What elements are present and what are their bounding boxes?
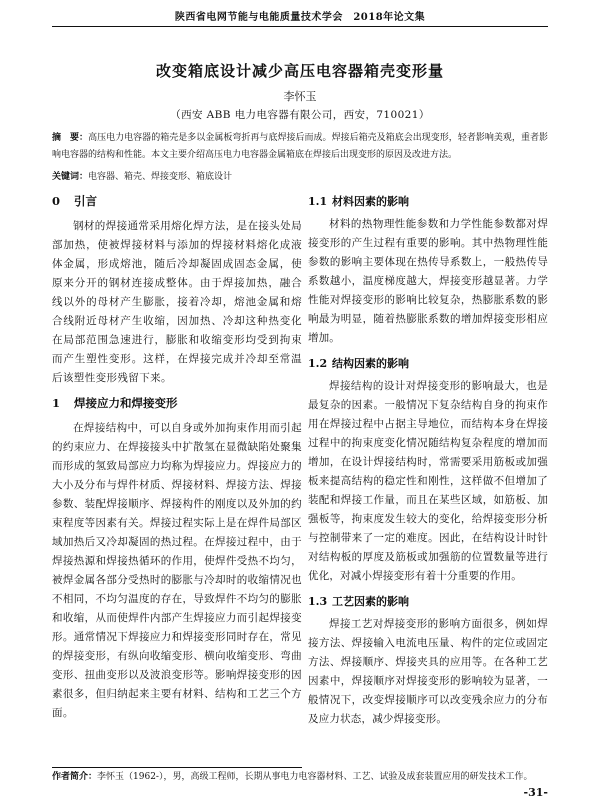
abstract — [52, 130, 548, 164]
subsection-number: 1.2 — [308, 357, 328, 370]
author-name: 李怀玉 — [283, 90, 317, 103]
header-rule — [52, 26, 548, 27]
keywords — [52, 170, 548, 184]
subsection-number: 1.1 — [308, 195, 328, 208]
footnote-text: 李怀玉（1962-），男，高级工程师，长期从事电力电容器材料、工艺、试验及成套装置应用的研发技术工作。 — [97, 772, 533, 782]
subsection-heading-1-1 — [308, 192, 548, 211]
subsection-title: 工艺因素的影响 — [332, 595, 409, 608]
keywords-label: 关键词： — [52, 172, 89, 182]
author-footnote — [52, 771, 548, 783]
left-column — [52, 192, 302, 729]
section-number: 1 — [52, 396, 61, 410]
keywords-text: 电容器、箱壳、焊接变形、箱底设计 — [88, 172, 233, 182]
subsection-paragraph-1-1: 材料的热物理性能参数和力学性能参数都对焊接变形的产生过程有重要的影响。其中热物理性能参数的影响主要体现在热传导系数上，一般热传导系数越小，温度梯度越大，焊接变形越显著。力学性能对焊接变形的影响比较复杂，热膨胀系数的影响最为明显，随着热膨胀系数的增加焊接变形相应增加。 — [308, 218, 548, 344]
section-number: 0 — [52, 194, 61, 208]
footnote-rule — [52, 767, 302, 768]
subsection-title: 材料因素的影响 — [332, 195, 409, 208]
running-header: 陕西省电网节能与电能质量技术学会 2018年论文集 — [174, 12, 426, 23]
subsection-heading-1-3 — [308, 592, 548, 611]
section-title: 引言 — [74, 194, 97, 208]
page-number: -31- — [523, 786, 548, 799]
section-heading-0 — [52, 192, 302, 211]
author-affiliation: （西安 ABB 电力电容器有限公司，西安，710021） — [170, 109, 430, 121]
section-heading-1 — [52, 394, 302, 413]
subsection-paragraph-1-3: 焊接工艺对焊接变形的影响方面很多，例如焊接方法、焊接输入电流电压量、构件的定位或固定方法、焊接顺序、焊接夹具的应用等。在各种工艺因素中，焊接顺序对焊接变形的影响较为显著，一般情况下，改变焊接顺序可以改变残余应力的分布及应力状态，减少焊接变形。 — [308, 618, 548, 725]
subsection-paragraph-1-2: 焊接结构的设计对焊接变形的影响最大，也是最复杂的因素。一般情况下复杂结构自身的拘束作用在焊接过程中占据主导地位，而结构本身在焊接过程中的拘束度变化情况随结构复杂程度的增加而增加，在设计焊接结构时，常需要采用筋板或加强板来提高结构的稳定性和刚性，这样做不但增加了装配和焊接工作量，而且在某些区域，如筋板、加强板等，拘束度发生较大的变化，给焊接变形分析与控制带来了一定的难度。因此，在结构设计时针对结构板的厚度及筋板或加强筋的位置数量等进行优化，对减小焊接变形有着十分重要的作用。 — [308, 380, 548, 582]
right-column — [308, 192, 548, 735]
paper-title: 改变箱底设计减少高压电容器箱壳变形量 — [155, 62, 444, 80]
abstract-text: 高压电力电容器的箱壳是多以金属板弯折再与底焊接后而成。焊接后箱壳及箱底会出现变形，轻者影响美观，重者影响电容器的结构和性能。本文主要介绍高压电力电容器金属箱底在焊接后出现变形的原因及改进方法。 — [52, 133, 548, 160]
subsection-title: 结构因素的影响 — [332, 357, 409, 370]
subsection-heading-1-2 — [308, 354, 548, 373]
footnote-label: 作者简介： — [52, 772, 98, 782]
subsection-number: 1.3 — [308, 595, 328, 608]
section-title: 焊接应力和焊接变形 — [74, 396, 178, 410]
section-paragraph-1: 在焊接结构中，可以自身或外加拘束作用而引起的约束应力、在焊接接头中扩散氢在显微缺陷处聚集而形成的氢致局部应力均称为焊接应力。焊接应力的大小及分布与焊件材质、焊接材料、焊接方法、焊接参数、装配焊接顺序、焊接构件的刚度以及外加的约束程度等因素有关。焊接过程实际上是在焊件局部区域加热后又冷却凝固的热过程。在焊接过程中，由于焊接热源和焊接热循环的作用，使焊件受热不均匀，被焊金属各部分受热时的膨胀与冷却时的收缩情况也不相同，不均匀温度的存在，导致焊件不均匀的膨胀和收缩，从而使焊件内部产生焊接应力而引起焊接变形。通常情况下焊接应力和焊接变形同时存在，常见的焊接变形，有纵向收缩变形、横向收缩变形、弯曲变形、扭曲变形以及波浪变形等。影响焊接变形的因素很多，但归纳起来主要有材料、结构和工艺三个方面。 — [52, 422, 302, 719]
abstract-label: 摘 要： — [52, 133, 89, 143]
section-paragraph-0: 钢材的焊接通常采用熔化焊方法，是在接头处局部加热，使被焊接材料与添加的焊接材料熔化成液体金属，形成熔池，随后冷却凝固成固态金属，使原来分开的钢材连接成整体。由于焊接加热，融合线以外的母材产生膨胀，接着冷却，熔池金属和熔合线附近母材产生收缩，因加热、冷却这种热变化在局部范围急速进行，膨胀和收缩变形均受到拘束而产生塑性变形。这样，在焊接完成并冷却至常温后该塑性变形残留下来。 — [52, 220, 302, 384]
